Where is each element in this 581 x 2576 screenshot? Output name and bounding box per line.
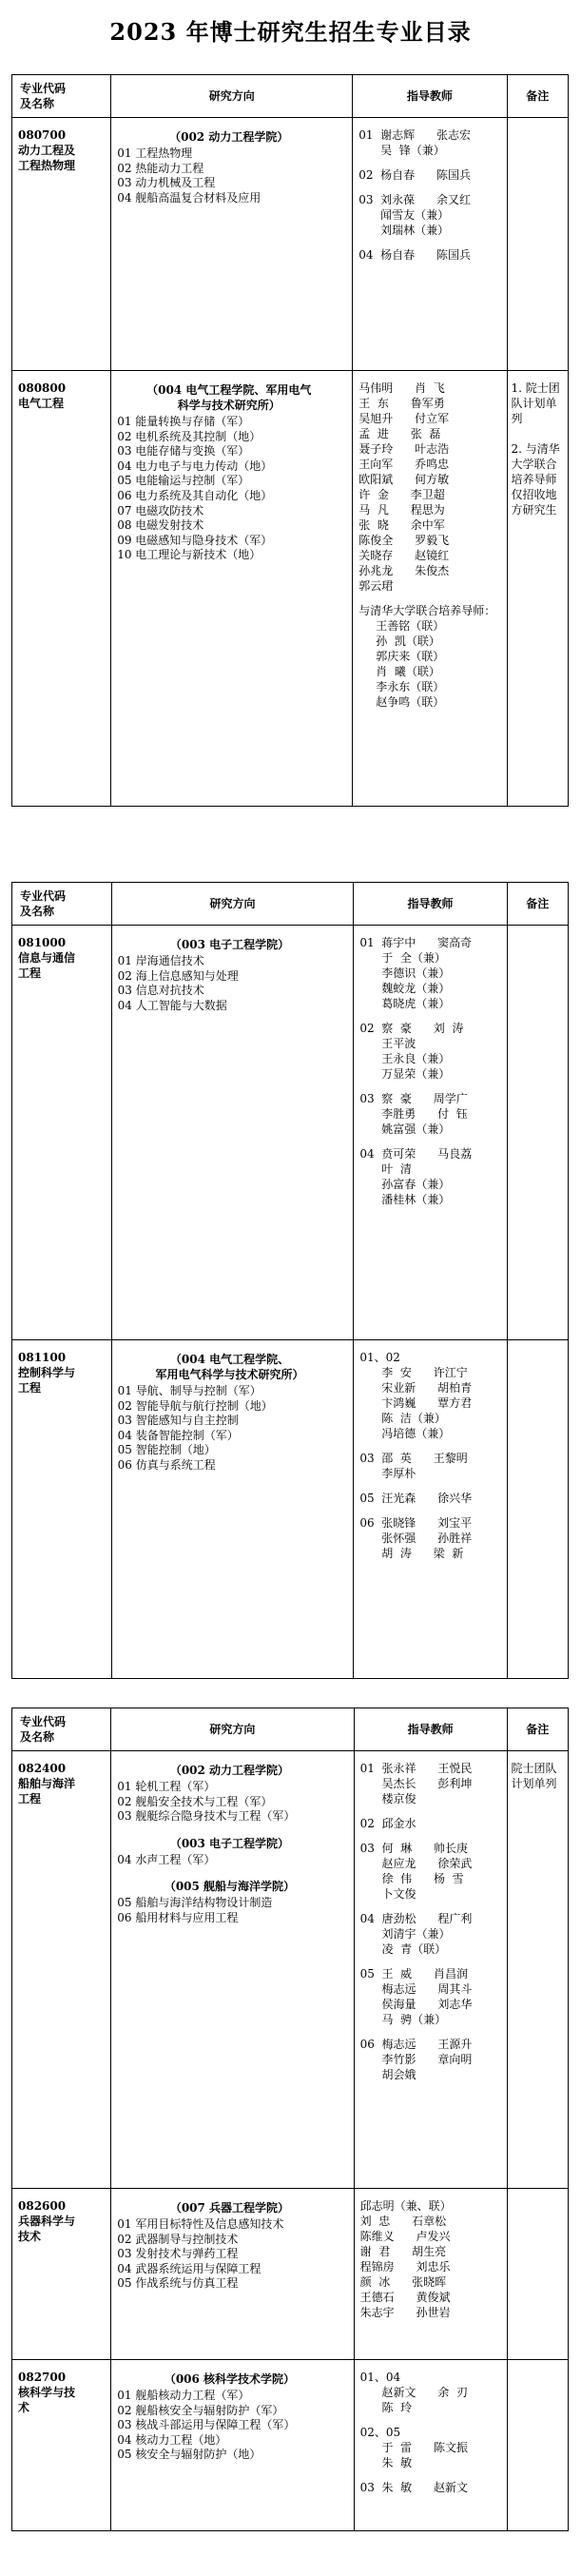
advisor-line: 03 朱 敏 赵新文: [359, 2481, 469, 2494]
advisor-line: 05 王 威 肖昌润: [359, 1967, 469, 1981]
advisor-line: 马 凡 程思为: [358, 503, 445, 517]
table-row: [12, 2189, 569, 2360]
direction-item: 04 电力电子与电力传动（地）: [117, 459, 273, 473]
direction-item: 02 海上信息感知与处理: [117, 968, 239, 983]
direction-item: 04 水声工程（军）: [117, 1852, 216, 1866]
institute-label: （003 电子工程学院）: [169, 1836, 290, 1850]
advisor-line: 陈俊全 罗毅飞: [358, 534, 450, 547]
table-row: [12, 1751, 569, 2189]
header-code: 专业代码 及名称: [12, 883, 112, 926]
direction-item: 10 电工理论与新技术（地）: [117, 548, 261, 562]
direction-item: 03 舰艇综合隐身技术与工程（军）: [117, 1809, 296, 1824]
advisor-line: 03 何 琳 帅长庚: [359, 1842, 469, 1855]
direction-item: 04 武器系统运用与保障工程: [117, 2261, 261, 2275]
advisor-line: 胡 涛 梁 新: [359, 1547, 464, 1560]
direction-item: 04 舰船高温复合材料及应用: [117, 190, 261, 205]
advisor-line: 02 邱金水: [359, 1817, 416, 1830]
direction-item: 02 智能导航与航行控制（地）: [117, 1398, 273, 1413]
advisor-line: 梅志远 周其斗: [359, 1982, 473, 1996]
advisor-group: [359, 1515, 506, 1561]
direction-item: 03 电能存储与变换（军）: [117, 444, 250, 459]
advisor-line: 03 邵 英 王黎明: [359, 1452, 468, 1465]
advisor-line: 04 杨自春 陈国兵: [358, 248, 472, 262]
direction-item: 02 舰船安全技术与工程（军）: [117, 1794, 273, 1808]
major-code: 080700 动力工程及 工程热物理: [18, 128, 76, 172]
advisor-line: 王向军 乔鸣忠: [358, 458, 450, 471]
advisor-line: 卜文俊: [359, 1887, 416, 1901]
advisor-line: 06 张晓锋 刘宝平: [359, 1516, 473, 1530]
advisor-line: 吴杰长 彭利坤: [359, 1777, 473, 1790]
advisor-line: 02 杨自春 陈国兵: [358, 168, 472, 182]
remark: 1. 院士团队计划单列 2. 与清华大学联合培养导师仅招收地方研究生: [511, 381, 560, 517]
header-direction: 研究方向: [111, 1708, 354, 1751]
advisor-line: 侯海量 刘志华: [359, 1998, 473, 2011]
table-row: [12, 1340, 569, 1679]
institute-label: （004 电气工程学院、 军用电气科学与技术研究所）: [155, 1353, 304, 1381]
direction-item: 07 电磁攻防技术: [117, 503, 204, 517]
direction-item: 05 作战系统与仿真工程: [117, 2276, 239, 2291]
direction-item: 01 轮机工程（军）: [117, 1780, 216, 1793]
advisor-line: 魏蛟龙（兼）: [359, 982, 451, 995]
major-code: 082600 兵器科学与 技术: [18, 2199, 76, 2243]
header-advisors: 指导教师: [353, 75, 507, 118]
direction-item: 01 导航、制导与控制（军）: [117, 1384, 261, 1397]
advisor-line: 王永良（兼）: [359, 1052, 451, 1065]
direction-item: 01 舰船核动力工程（军）: [117, 2389, 250, 2402]
advisor-line: 01 张永祥 王悦民: [359, 1762, 473, 1775]
advisor-line: 陈维义 卢发兴: [359, 2230, 451, 2243]
advisor-line: 刘清宇（兼）: [359, 1927, 451, 1941]
institute-label: （006 核科学技术学院）: [164, 2372, 296, 2386]
direction-item: 03 核战斗部运用与保障工程（军）: [117, 2418, 296, 2432]
direction-item: 03 动力机械及工程: [117, 176, 216, 190]
advisor-group: [358, 192, 506, 238]
advisor-line: 刘 忠 石章松: [359, 2215, 447, 2228]
direction-item: 03 发射技术与弹药工程: [117, 2247, 239, 2261]
advisor-line: 邱志明（兼、联）: [359, 2199, 452, 2213]
direction-item: 01 能量转换与存储（军）: [117, 415, 250, 428]
direction-item: 05 智能控制（地）: [117, 1443, 216, 1457]
advisor-line: 陈 玲: [359, 2401, 413, 2414]
catalog-table-1: [11, 74, 569, 807]
advisor-line: 王 东 鲁军勇: [358, 397, 445, 410]
advisor-line: 吴 锋（兼）: [358, 144, 445, 157]
advisor-group: [358, 167, 506, 183]
advisor-group: [358, 618, 506, 710]
advisor-group: [358, 127, 506, 158]
advisor-group: [360, 1841, 507, 1902]
advisor-line: 徐 伟 杨 雪: [359, 1872, 464, 1885]
page-title: 2023 年博士研究生招生专业目录: [109, 18, 472, 46]
advisor-line: 王善铭（联）: [376, 619, 445, 633]
advisor-group: [360, 2370, 507, 2415]
advisor-group: [359, 1350, 506, 1441]
table-row: [12, 926, 569, 1340]
direction-item: 06 船用材料与应用工程: [117, 1910, 239, 1924]
advisor-line: 王平波: [359, 1037, 416, 1050]
direction-item: 02 热能动力工程: [117, 161, 204, 175]
advisor-line: 马伟明 肖 飞: [358, 381, 445, 395]
advisor-line: 孙兆龙 朱俊杰: [358, 564, 450, 577]
advisor-line: 陈 洁（兼）: [359, 1412, 446, 1425]
advisor-line: 02、05: [359, 2426, 401, 2439]
header-advisors: 指导教师: [354, 1708, 507, 1751]
advisor-group: [359, 935, 506, 1011]
advisor-line: 03 刘永葆 余又红: [358, 193, 472, 206]
advisor-line: 孙富春（兼）: [359, 1178, 451, 1191]
direction-item: 01 军用目标特性及信息感知技术: [117, 2217, 284, 2231]
advisor-line: 张 晓 余中军: [358, 518, 445, 532]
direction-item: 01 岸海通信技术: [117, 954, 204, 967]
advisor-group: [360, 2425, 507, 2470]
advisor-line: 李永东（联）: [376, 680, 445, 693]
advisor-line: 李竹影 章向明: [359, 2053, 473, 2066]
catalog-table-2: [11, 882, 569, 1679]
direction-item: 06 电力系统及其自动化（地）: [117, 488, 273, 502]
direction-item: 02 电机系统及其控制（地）: [117, 429, 261, 443]
table-row: [12, 2360, 569, 2531]
table-row: [12, 118, 569, 371]
direction-item: 02 武器制导与控制技术: [117, 2232, 239, 2246]
advisor-group: [360, 2198, 507, 2320]
advisor-line: 肖 曦（联）: [376, 665, 440, 678]
advisor-line: 李德识（兼）: [359, 966, 451, 980]
advisor-group: [358, 247, 506, 263]
advisor-group: [359, 1021, 506, 1082]
advisor-group: [360, 2037, 507, 2082]
advisor-line: 欧阳斌 何方敏: [358, 473, 450, 486]
advisor-line: 张怀强 孙胜祥: [359, 1532, 473, 1545]
direction-item: 06 仿真与系统工程: [117, 1457, 216, 1472]
advisor-line: 万显荣（兼）: [359, 1067, 451, 1081]
major-code: 081100 控制科学与 工程: [18, 1351, 76, 1395]
major-code: 082700 核科学与技 术: [18, 2371, 76, 2414]
header-row: [12, 1708, 569, 1751]
advisor-line: 李厚朴: [359, 1467, 416, 1480]
joint-advisors-label: 与清华大学联合培养导师：: [358, 604, 496, 617]
advisor-line: 赵应龙 徐荣武: [359, 1857, 473, 1870]
advisor-line: 01 谢志辉 张志宏: [358, 128, 472, 142]
advisor-line: 卞鸿巍 覃方君: [359, 1396, 473, 1410]
major-code: 082400 船舶与海洋 工程: [18, 1762, 76, 1805]
direction-item: 09 电磁感知与隐身技术（军）: [117, 533, 273, 547]
advisor-line: 孟 进 张 磊: [358, 427, 441, 440]
header-note: 备注: [507, 1708, 568, 1751]
institute-label: （007 兵器工程学院）: [169, 2201, 290, 2215]
advisor-line: 01、02: [359, 1351, 400, 1364]
advisor-line: 01、04: [359, 2371, 401, 2384]
advisor-line: 叶 清: [359, 1162, 412, 1176]
advisor-group: [359, 1491, 506, 1506]
advisor-line: 朱志宇 孙世岩: [359, 2306, 451, 2319]
advisor-group: [360, 1966, 507, 2027]
direction-item: 04 核动力工程（地）: [117, 2432, 227, 2447]
header-note: 备注: [507, 75, 568, 118]
header-code: 专业代码 及名称: [12, 75, 111, 118]
advisor-line: 03 察 豪 周学广: [359, 1092, 468, 1105]
advisor-group: [360, 1816, 507, 1831]
header-direction: 研究方向: [111, 883, 354, 926]
advisor-group: [360, 1761, 507, 1806]
advisor-group: [358, 381, 506, 594]
advisor-line: 郭庆来（联）: [376, 650, 445, 663]
advisor-line: 于 雷 陈文振: [359, 2441, 469, 2454]
advisor-line: 冯培德（兼）: [359, 1427, 451, 1440]
advisor-line: 聂子玲 叶志浩: [358, 442, 450, 456]
direction-item: 03 信息对抗技术: [117, 984, 204, 998]
advisor-line: 葛晓虎（兼）: [359, 997, 451, 1010]
advisor-line: 02 察 豪 刘 涛: [359, 1022, 464, 1035]
remark: 院士团队计划单列: [511, 1762, 557, 1790]
direction-item: 08 电磁发射技术: [117, 518, 204, 533]
advisor-line: 程锦房 刘忠乐: [359, 2260, 451, 2274]
advisor-line: 李 安 许江宁: [359, 1366, 468, 1379]
advisor-line: 赵新文 余 刃: [359, 2386, 469, 2399]
advisor-line: 颜 冰 张晓晖: [359, 2275, 447, 2289]
advisor-line: 王德石 黄俊斌: [359, 2291, 451, 2304]
advisor-line: 于 全（兼）: [359, 951, 446, 965]
direction-item: 05 船舶与海洋结构物设计制造: [117, 1896, 273, 1910]
advisor-line: 楼京俊: [359, 1792, 416, 1805]
table-row: [12, 371, 569, 807]
advisor-line: 刘瑞林（兼）: [358, 224, 450, 237]
direction-item: 05 核安全与辐射防护（地）: [117, 2448, 261, 2462]
major-code: 081000 信息与通信 工程: [18, 936, 76, 980]
direction-item: 02 舰船核安全与辐射防护（军）: [117, 2403, 284, 2417]
advisor-group: [359, 1091, 506, 1137]
advisor-line: 05 汪光森 徐兴华: [359, 1492, 473, 1505]
advisor-line: 凌 青（联）: [359, 1942, 447, 1956]
advisor-group: [359, 1146, 506, 1207]
header-direction: 研究方向: [111, 75, 353, 118]
institute-label: （004 电气工程学院、军用电气 科学与技术研究所）: [146, 383, 312, 412]
header-code: 专业代码 及名称: [12, 1708, 111, 1751]
direction-item: 03 智能感知与自主控制: [117, 1414, 239, 1428]
catalog-table-3: [11, 1708, 569, 2531]
advisor-line: 朱 敏: [359, 2456, 413, 2469]
header-note: 备注: [507, 883, 568, 926]
advisor-line: 潘桂林（兼）: [359, 1193, 451, 1206]
advisor-group: [360, 1911, 507, 1957]
institute-label: （002 动力工程学院）: [169, 130, 289, 144]
direction-item: 04 装备智能控制（军）: [117, 1428, 239, 1442]
direction-item: 05 电能输运与控制（军）: [117, 474, 250, 488]
major-code: 080800 电气工程: [18, 381, 67, 410]
advisor-group: [359, 1451, 506, 1481]
advisor-line: 闻雪友（兼）: [358, 208, 450, 222]
advisor-line: 姚富强（兼）: [359, 1122, 451, 1136]
advisor-line: 04 贲可荣 马良荔: [359, 1147, 473, 1161]
advisor-line: 06 梅志远 王源升: [359, 2038, 473, 2051]
institute-label: （003 电子工程学院）: [169, 938, 290, 951]
advisor-line: 李胜勇 付 钰: [359, 1107, 468, 1121]
advisor-line: 谢 君 胡生亮: [359, 2245, 447, 2258]
advisor-line: 吴旭升 付立军: [358, 412, 450, 425]
advisor-line: 宋业新 胡柏青: [359, 1381, 473, 1395]
institute-label: （002 动力工程学院）: [169, 1764, 290, 1777]
direction-item: 04 人工智能与大数据: [117, 998, 227, 1012]
header-advisors: 指导教师: [354, 883, 507, 926]
advisor-line: 马 骋（兼）: [359, 2013, 447, 2026]
advisor-line: 关晓存 赵镜红: [358, 549, 450, 562]
advisor-line: 许 金 李卫超: [358, 488, 445, 501]
advisor-line: 郭云珺: [358, 579, 394, 593]
header-row: [12, 883, 569, 926]
advisor-group: [360, 2480, 507, 2495]
direction-item: 01 工程热物理: [117, 146, 193, 160]
institute-label: （005 舰船与海洋学院）: [164, 1880, 296, 1894]
advisor-line: 01 蒋宇中 窦高奇: [359, 936, 473, 949]
advisor-line: 04 唐劲松 程广利: [359, 1912, 473, 1925]
header-row: [12, 75, 569, 118]
advisor-line: 赵争鸣（联）: [376, 695, 445, 709]
advisor-line: 孙 凯（联）: [376, 634, 440, 648]
advisor-line: 胡会娥: [359, 2068, 416, 2081]
